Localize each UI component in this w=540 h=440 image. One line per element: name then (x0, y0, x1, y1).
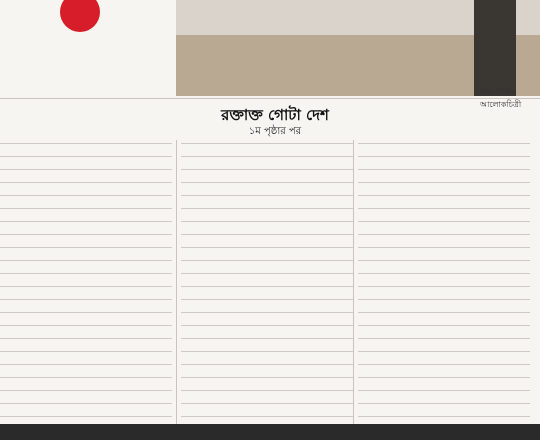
article-text-lines (358, 140, 530, 440)
bottom-ad-bar (0, 424, 540, 440)
column-rule (176, 140, 177, 440)
red-logo (60, 0, 100, 32)
column-rule (353, 140, 354, 440)
news-photo (176, 0, 540, 96)
photo-person (474, 0, 516, 96)
article-column-3 (358, 140, 530, 440)
section-divider (0, 98, 540, 99)
headline: রক্তাক্ত গোটা দেশ (221, 106, 329, 124)
previous-story-text (2, 0, 170, 96)
subhead: ১ম পৃষ্ঠার পর (248, 126, 302, 137)
top-section (0, 0, 540, 109)
photo-caption: ছবি: নিজস্ব আলোকচিত্রী (480, 87, 522, 109)
article-column-2 (181, 140, 353, 440)
article-text-lines (0, 140, 172, 440)
article-text-lines (181, 140, 353, 440)
article-column-1 (0, 140, 172, 440)
